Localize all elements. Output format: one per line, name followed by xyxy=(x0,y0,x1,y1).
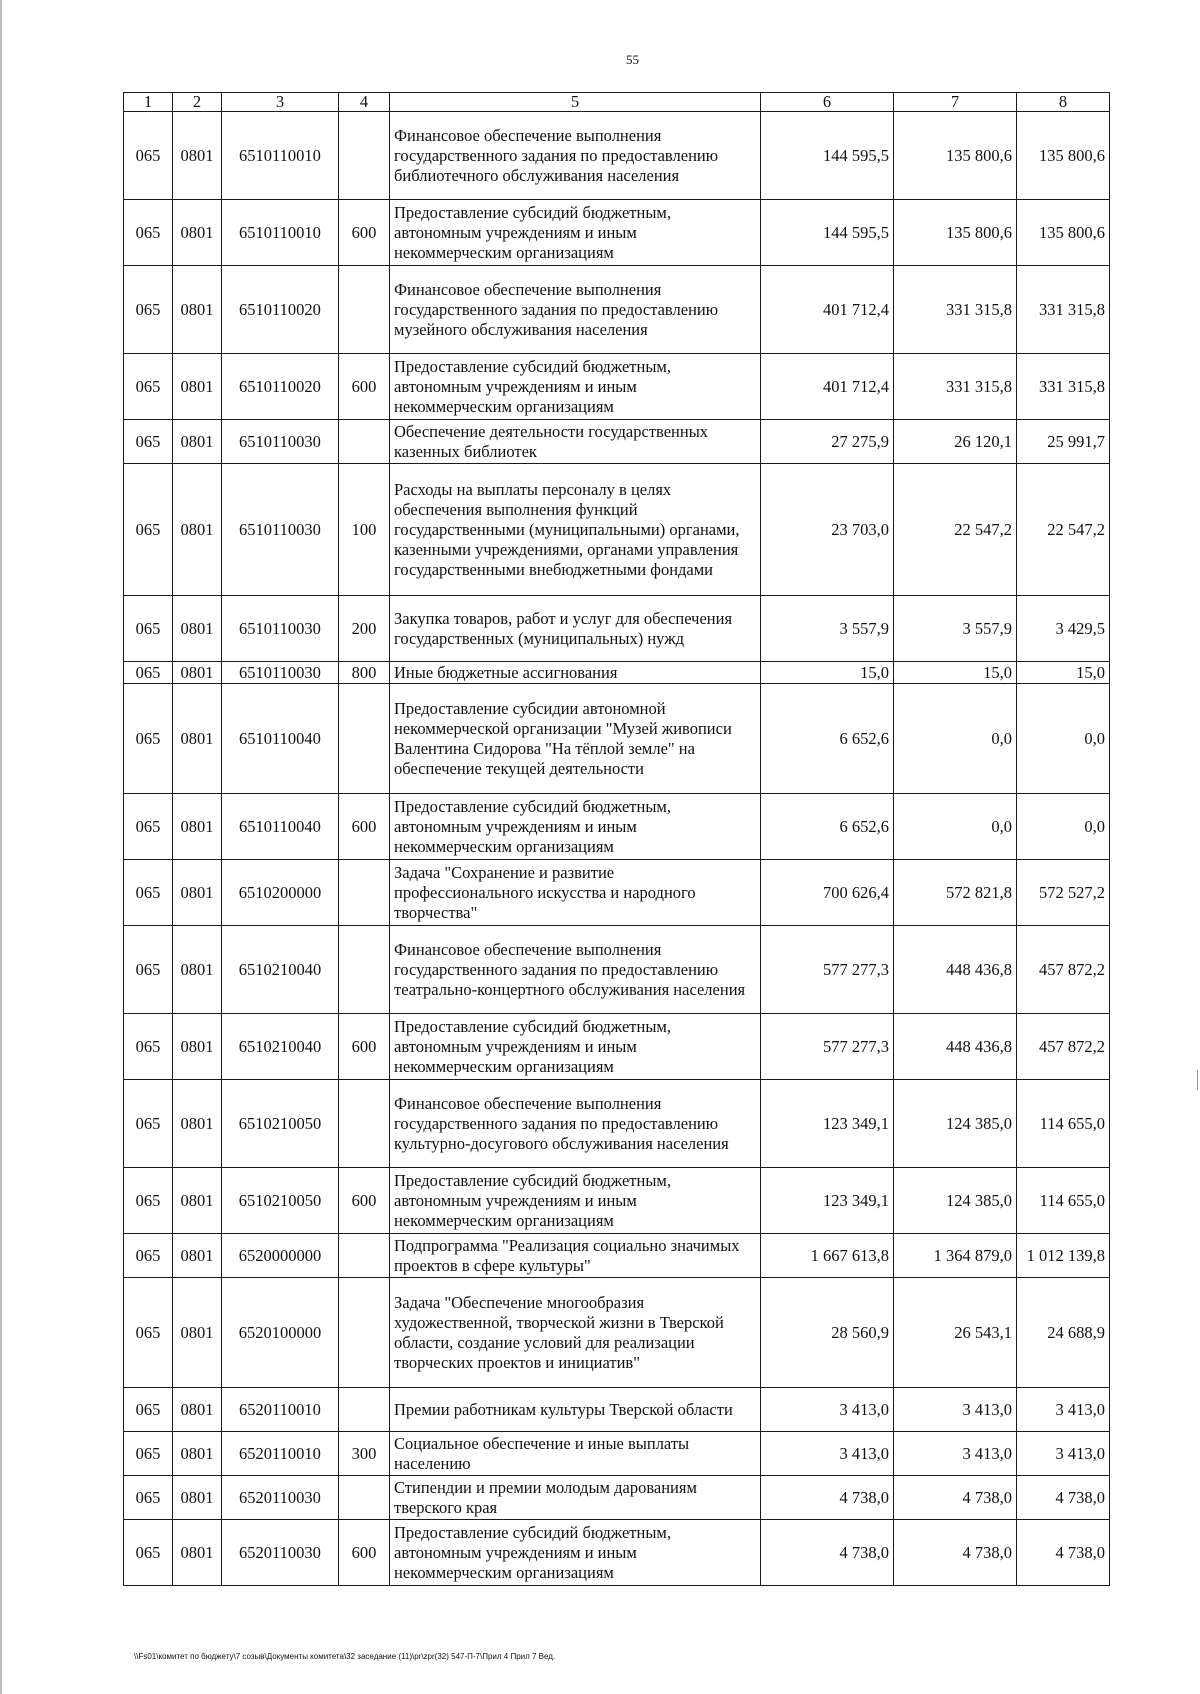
expense-type-cell xyxy=(339,420,390,464)
scan-mark xyxy=(1197,1070,1198,1090)
amount-cell-6: 6 652,6 xyxy=(761,684,894,794)
amount-cell-6: 27 275,9 xyxy=(761,420,894,464)
section-code-cell: 0801 xyxy=(173,1234,222,1278)
amount-cell-7: 448 436,8 xyxy=(894,926,1017,1014)
code-admin-cell: 065 xyxy=(124,1520,173,1586)
file-path-footer: \\Fs01\комитет по бюджету\7 созыв\Документы комитета\32 заседание (11)\pr\zpr(32) 547-П-7\Прил 4 Прил 7 Вед. xyxy=(134,1652,556,1661)
header-cell: 6 xyxy=(761,93,894,112)
amount-cell-8: 22 547,2 xyxy=(1017,464,1110,596)
description-cell: Закупка товаров, работ и услуг для обеспечения государственных (муниципальных) нужд xyxy=(390,596,761,662)
amount-cell-6: 4 738,0 xyxy=(761,1520,894,1586)
expense-type-cell xyxy=(339,926,390,1014)
section-code-cell: 0801 xyxy=(173,596,222,662)
amount-cell-8: 3 429,5 xyxy=(1017,596,1110,662)
amount-cell-6: 123 349,1 xyxy=(761,1080,894,1168)
target-article-cell: 6520100000 xyxy=(222,1278,339,1388)
target-article-cell: 6510110030 xyxy=(222,596,339,662)
amount-cell-6: 6 652,6 xyxy=(761,794,894,860)
description-cell: Стипендии и премии молодым дарованиям тверского края xyxy=(390,1476,761,1520)
amount-cell-7: 124 385,0 xyxy=(894,1080,1017,1168)
expense-type-cell xyxy=(339,1476,390,1520)
section-code-cell: 0801 xyxy=(173,684,222,794)
table-row xyxy=(124,112,1110,200)
amount-cell-8: 0,0 xyxy=(1017,684,1110,794)
target-article-cell: 6520110010 xyxy=(222,1432,339,1476)
amount-cell-7: 572 821,8 xyxy=(894,860,1017,926)
code-admin-cell: 065 xyxy=(124,112,173,200)
expense-type-cell xyxy=(339,1080,390,1168)
section-code-cell: 0801 xyxy=(173,266,222,354)
amount-cell-8: 3 413,0 xyxy=(1017,1388,1110,1432)
section-code-cell: 0801 xyxy=(173,1080,222,1168)
description-cell: Премии работникам культуры Тверской области xyxy=(390,1388,761,1432)
section-code-cell: 0801 xyxy=(173,354,222,420)
amount-cell-6: 3 557,9 xyxy=(761,596,894,662)
code-admin-cell: 065 xyxy=(124,266,173,354)
section-code-cell: 0801 xyxy=(173,1476,222,1520)
description-cell: Предоставление субсидии автономной некоммерческой организации "Музей живописи Валентина Сидорова "На тёплой земле" на обеспечение текущей деятельности xyxy=(390,684,761,794)
amount-cell-6: 144 595,5 xyxy=(761,112,894,200)
description-cell: Финансовое обеспечение выполнения государственного задания по предоставлению театрально-концертного обслуживания населения xyxy=(390,926,761,1014)
amount-cell-7: 331 315,8 xyxy=(894,266,1017,354)
code-admin-cell: 065 xyxy=(124,1388,173,1432)
expense-type-cell: 600 xyxy=(339,200,390,266)
description-cell: Иные бюджетные ассигнования xyxy=(390,662,761,684)
expense-type-cell: 600 xyxy=(339,1520,390,1586)
description-cell: Предоставление субсидий бюджетным, автономным учреждениям и иным некоммерческим организациям xyxy=(390,1520,761,1586)
target-article-cell: 6520110030 xyxy=(222,1520,339,1586)
amount-cell-7: 3 557,9 xyxy=(894,596,1017,662)
code-admin-cell: 065 xyxy=(124,354,173,420)
expense-type-cell: 600 xyxy=(339,1168,390,1234)
expense-type-cell: 300 xyxy=(339,1432,390,1476)
section-code-cell: 0801 xyxy=(173,794,222,860)
amount-cell-6: 3 413,0 xyxy=(761,1432,894,1476)
amount-cell-7: 135 800,6 xyxy=(894,112,1017,200)
table-row xyxy=(124,266,1110,354)
description-cell: Подпрограмма "Реализация социально значимых проектов в сфере культуры" xyxy=(390,1234,761,1278)
code-admin-cell: 065 xyxy=(124,1278,173,1388)
target-article-cell: 6510110040 xyxy=(222,794,339,860)
amount-cell-8: 1 012 139,8 xyxy=(1017,1234,1110,1278)
code-admin-cell: 065 xyxy=(124,794,173,860)
amount-cell-7: 448 436,8 xyxy=(894,1014,1017,1080)
section-code-cell: 0801 xyxy=(173,1278,222,1388)
table-row xyxy=(124,926,1110,1014)
code-admin-cell: 065 xyxy=(124,860,173,926)
amount-cell-8: 457 872,2 xyxy=(1017,926,1110,1014)
amount-cell-6: 15,0 xyxy=(761,662,894,684)
section-code-cell: 0801 xyxy=(173,1168,222,1234)
description-cell: Финансовое обеспечение выполнения государственного задания по предоставлению культурно-досугового обслуживания населения xyxy=(390,1080,761,1168)
section-code-cell: 0801 xyxy=(173,860,222,926)
amount-cell-6: 144 595,5 xyxy=(761,200,894,266)
table-row xyxy=(124,1278,1110,1388)
section-code-cell: 0801 xyxy=(173,926,222,1014)
expense-type-cell xyxy=(339,1234,390,1278)
table-row xyxy=(124,1234,1110,1278)
expense-type-cell xyxy=(339,1388,390,1432)
amount-cell-8: 572 527,2 xyxy=(1017,860,1110,926)
description-cell: Обеспечение деятельности государственных казенных библиотек xyxy=(390,420,761,464)
amount-cell-8: 4 738,0 xyxy=(1017,1476,1110,1520)
section-code-cell: 0801 xyxy=(173,1014,222,1080)
header-cell: 5 xyxy=(390,93,761,112)
target-article-cell: 6520110030 xyxy=(222,1476,339,1520)
table-row xyxy=(124,1520,1110,1586)
amount-cell-7: 4 738,0 xyxy=(894,1520,1017,1586)
header-cell: 1 xyxy=(124,93,173,112)
table-row xyxy=(124,464,1110,596)
amount-cell-7: 26 120,1 xyxy=(894,420,1017,464)
table-row xyxy=(124,1014,1110,1080)
amount-cell-8: 331 315,8 xyxy=(1017,354,1110,420)
code-admin-cell: 065 xyxy=(124,596,173,662)
table-row xyxy=(124,596,1110,662)
code-admin-cell: 065 xyxy=(124,464,173,596)
table-row xyxy=(124,1388,1110,1432)
code-admin-cell: 065 xyxy=(124,420,173,464)
amount-cell-8: 4 738,0 xyxy=(1017,1520,1110,1586)
target-article-cell: 6510110030 xyxy=(222,662,339,684)
amount-cell-7: 1 364 879,0 xyxy=(894,1234,1017,1278)
code-admin-cell: 065 xyxy=(124,684,173,794)
code-admin-cell: 065 xyxy=(124,1080,173,1168)
table-row xyxy=(124,684,1110,794)
expense-type-cell: 200 xyxy=(339,596,390,662)
table-row xyxy=(124,1080,1110,1168)
target-article-cell: 6510110030 xyxy=(222,420,339,464)
expense-type-cell: 800 xyxy=(339,662,390,684)
header-cell: 7 xyxy=(894,93,1017,112)
amount-cell-7: 331 315,8 xyxy=(894,354,1017,420)
table-row xyxy=(124,1168,1110,1234)
expense-type-cell xyxy=(339,1278,390,1388)
expense-type-cell: 600 xyxy=(339,354,390,420)
section-code-cell: 0801 xyxy=(173,1432,222,1476)
target-article-cell: 6520110010 xyxy=(222,1388,339,1432)
budget-table xyxy=(123,92,1110,1586)
table-row xyxy=(124,420,1110,464)
code-admin-cell: 065 xyxy=(124,662,173,684)
amount-cell-7: 0,0 xyxy=(894,794,1017,860)
description-cell: Предоставление субсидий бюджетным, автономным учреждениям и иным некоммерческим организациям xyxy=(390,1168,761,1234)
amount-cell-7: 124 385,0 xyxy=(894,1168,1017,1234)
section-code-cell: 0801 xyxy=(173,1520,222,1586)
table-row xyxy=(124,794,1110,860)
description-cell: Предоставление субсидий бюджетным, автономным учреждениям и иным некоммерческим организациям xyxy=(390,1014,761,1080)
target-article-cell: 6510210050 xyxy=(222,1168,339,1234)
target-article-cell: 6520000000 xyxy=(222,1234,339,1278)
expense-type-cell xyxy=(339,266,390,354)
section-code-cell: 0801 xyxy=(173,200,222,266)
target-article-cell: 6510200000 xyxy=(222,860,339,926)
target-article-cell: 6510110010 xyxy=(222,112,339,200)
amount-cell-8: 331 315,8 xyxy=(1017,266,1110,354)
target-article-cell: 6510210040 xyxy=(222,1014,339,1080)
target-article-cell: 6510110040 xyxy=(222,684,339,794)
table-row xyxy=(124,662,1110,684)
code-admin-cell: 065 xyxy=(124,1014,173,1080)
amount-cell-7: 135 800,6 xyxy=(894,200,1017,266)
table-body xyxy=(124,112,1110,1586)
amount-cell-7: 26 543,1 xyxy=(894,1278,1017,1388)
code-admin-cell: 065 xyxy=(124,1168,173,1234)
amount-cell-6: 577 277,3 xyxy=(761,926,894,1014)
amount-cell-8: 24 688,9 xyxy=(1017,1278,1110,1388)
amount-cell-6: 123 349,1 xyxy=(761,1168,894,1234)
page-number: 55 xyxy=(626,52,639,67)
expense-type-cell: 600 xyxy=(339,794,390,860)
amount-cell-7: 4 738,0 xyxy=(894,1476,1017,1520)
amount-cell-8: 3 413,0 xyxy=(1017,1432,1110,1476)
header-cell: 8 xyxy=(1017,93,1110,112)
target-article-cell: 6510210050 xyxy=(222,1080,339,1168)
code-admin-cell: 065 xyxy=(124,1432,173,1476)
description-cell: Предоставление субсидий бюджетным, автономным учреждениям и иным некоммерческим организациям xyxy=(390,794,761,860)
target-article-cell: 6510110030 xyxy=(222,464,339,596)
description-cell: Задача "Обеспечение многообразия художественной, творческой жизни в Тверской области, создание условий для реализации творческих проектов и инициатив" xyxy=(390,1278,761,1388)
amount-cell-8: 0,0 xyxy=(1017,794,1110,860)
header-row xyxy=(124,93,1110,112)
section-code-cell: 0801 xyxy=(173,420,222,464)
amount-cell-7: 22 547,2 xyxy=(894,464,1017,596)
amount-cell-7: 0,0 xyxy=(894,684,1017,794)
amount-cell-6: 3 413,0 xyxy=(761,1388,894,1432)
expense-type-cell xyxy=(339,860,390,926)
code-admin-cell: 065 xyxy=(124,926,173,1014)
amount-cell-6: 4 738,0 xyxy=(761,1476,894,1520)
description-cell: Предоставление субсидий бюджетным, автономным учреждениям и иным некоммерческим организациям xyxy=(390,354,761,420)
section-code-cell: 0801 xyxy=(173,112,222,200)
amount-cell-7: 15,0 xyxy=(894,662,1017,684)
scan-edge xyxy=(0,0,2,1694)
description-cell: Финансовое обеспечение выполнения государственного задания по предоставлению музейного обслуживания населения xyxy=(390,266,761,354)
target-article-cell: 6510110020 xyxy=(222,354,339,420)
header-cell: 4 xyxy=(339,93,390,112)
code-admin-cell: 065 xyxy=(124,1234,173,1278)
header-cell: 2 xyxy=(173,93,222,112)
description-cell: Расходы на выплаты персоналу в целях обеспечения выполнения функций государственными (муниципальными) органами, казенными учреждениями, органами управления государственными внебюджетными фондами xyxy=(390,464,761,596)
table-row xyxy=(124,860,1110,926)
amount-cell-8: 114 655,0 xyxy=(1017,1080,1110,1168)
expense-type-cell xyxy=(339,112,390,200)
table-row xyxy=(124,1432,1110,1476)
description-cell: Задача "Сохранение и развитие профессионального искусства и народного творчества" xyxy=(390,860,761,926)
section-code-cell: 0801 xyxy=(173,662,222,684)
amount-cell-8: 457 872,2 xyxy=(1017,1014,1110,1080)
target-article-cell: 6510210040 xyxy=(222,926,339,1014)
description-cell: Предоставление субсидий бюджетным, автономным учреждениям и иным некоммерческим организациям xyxy=(390,200,761,266)
table-row xyxy=(124,1476,1110,1520)
header-cell: 3 xyxy=(222,93,339,112)
expense-type-cell: 600 xyxy=(339,1014,390,1080)
table-row xyxy=(124,200,1110,266)
amount-cell-7: 3 413,0 xyxy=(894,1432,1017,1476)
section-code-cell: 0801 xyxy=(173,464,222,596)
amount-cell-6: 401 712,4 xyxy=(761,266,894,354)
target-article-cell: 6510110010 xyxy=(222,200,339,266)
expense-type-cell: 100 xyxy=(339,464,390,596)
code-admin-cell: 065 xyxy=(124,1476,173,1520)
amount-cell-7: 3 413,0 xyxy=(894,1388,1017,1432)
amount-cell-6: 700 626,4 xyxy=(761,860,894,926)
description-cell: Социальное обеспечение и иные выплаты населению xyxy=(390,1432,761,1476)
amount-cell-8: 25 991,7 xyxy=(1017,420,1110,464)
amount-cell-6: 401 712,4 xyxy=(761,354,894,420)
amount-cell-8: 135 800,6 xyxy=(1017,112,1110,200)
target-article-cell: 6510110020 xyxy=(222,266,339,354)
expense-type-cell xyxy=(339,684,390,794)
amount-cell-6: 23 703,0 xyxy=(761,464,894,596)
amount-cell-6: 28 560,9 xyxy=(761,1278,894,1388)
description-cell: Финансовое обеспечение выполнения государственного задания по предоставлению библиотечного обслуживания населения xyxy=(390,112,761,200)
amount-cell-8: 135 800,6 xyxy=(1017,200,1110,266)
amount-cell-6: 1 667 613,8 xyxy=(761,1234,894,1278)
amount-cell-6: 577 277,3 xyxy=(761,1014,894,1080)
table-row xyxy=(124,354,1110,420)
section-code-cell: 0801 xyxy=(173,1388,222,1432)
amount-cell-8: 114 655,0 xyxy=(1017,1168,1110,1234)
amount-cell-8: 15,0 xyxy=(1017,662,1110,684)
code-admin-cell: 065 xyxy=(124,200,173,266)
